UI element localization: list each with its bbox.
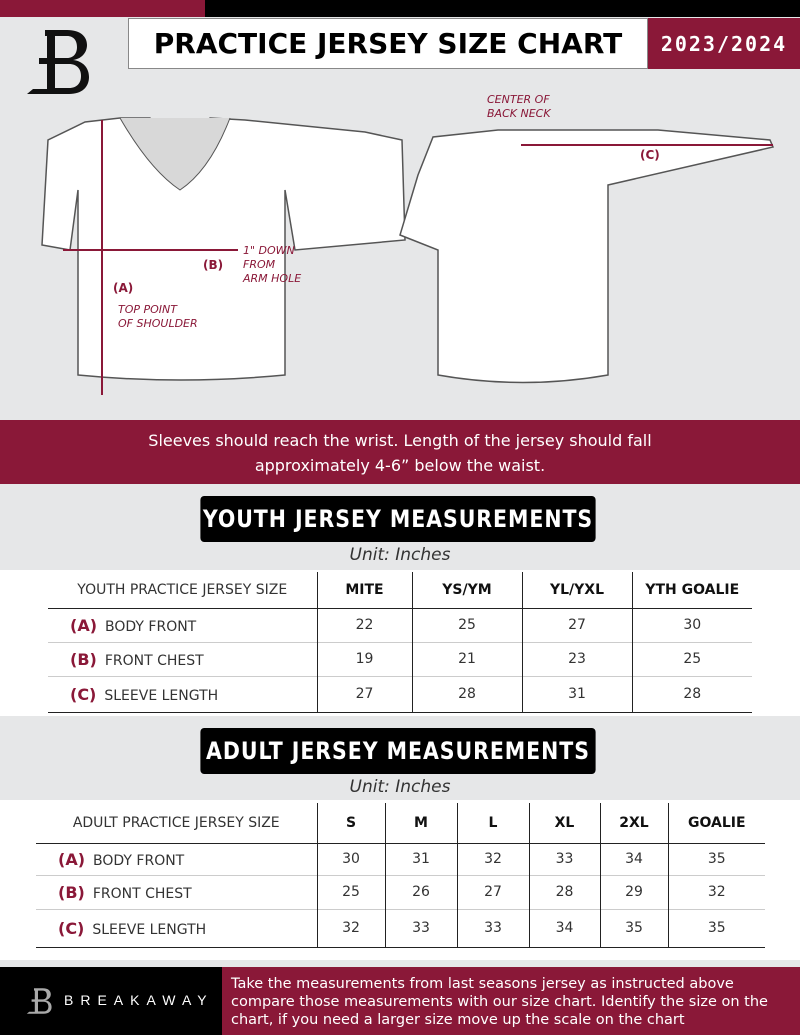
label-b: (B) xyxy=(203,258,224,272)
cell: 27 xyxy=(522,608,632,642)
note-top-point-shoulder: TOP POINT OF SHOULDER xyxy=(118,303,198,330)
cell: 23 xyxy=(522,642,632,676)
row-label: SLEEVE LENGTH xyxy=(92,921,207,938)
season-label: 2023/2024 xyxy=(648,18,800,69)
cell: 34 xyxy=(600,843,668,875)
footer-instructions: Take the measurements from last seasons jersey as instructed above compare those measurements with our size chart. Identify the size on the chart, if you need a larger size move up the scale on the chart xyxy=(222,967,800,1035)
cell: 32 xyxy=(317,909,385,947)
row-label: SLEEVE LENGTH xyxy=(104,687,219,704)
youth-size-table xyxy=(48,572,752,713)
cell: 28 xyxy=(683,686,702,702)
table-row xyxy=(36,843,765,875)
header-cell: M xyxy=(385,803,457,843)
cell: 33 xyxy=(457,909,529,947)
top-accent-bar xyxy=(0,0,205,17)
cell: 28 xyxy=(412,676,522,712)
cell: 32 xyxy=(457,843,529,875)
table-row xyxy=(48,642,752,676)
cell: 25 xyxy=(683,651,702,667)
cell: 32 xyxy=(707,884,726,900)
row-code: (C) xyxy=(70,684,97,704)
footer-brand xyxy=(0,967,222,1035)
header-cell: XL xyxy=(529,803,600,843)
cell: 25 xyxy=(317,875,385,909)
adult-section-title: ADULT JERSEY MEASUREMENTS xyxy=(200,728,595,774)
table-row xyxy=(36,875,765,909)
row-code: (A) xyxy=(58,849,86,869)
header-cell: ADULT PRACTICE JERSEY SIZE xyxy=(36,803,317,843)
banner-line-2: approximately 4-6” below the waist. xyxy=(254,456,546,475)
youth-section-title: YOUTH JERSEY MEASUREMENTS xyxy=(200,496,595,542)
adult-size-table xyxy=(36,803,765,948)
cell: 35 xyxy=(707,920,726,936)
header-cell: YS/YM xyxy=(412,572,522,608)
row-code: (B) xyxy=(58,882,85,902)
cell: 22 xyxy=(317,608,412,642)
page-title: PRACTICE JERSEY SIZE CHART xyxy=(128,18,648,69)
header-cell: 2XL xyxy=(600,803,668,843)
header-cell: L xyxy=(457,803,529,843)
breakaway-small-logo-icon xyxy=(26,983,54,1019)
row-label: FRONT CHEST xyxy=(92,885,192,902)
header-cell: MITE xyxy=(317,572,412,608)
cell: 31 xyxy=(522,676,632,712)
row-code: (B) xyxy=(70,649,97,669)
header-cell: YTH GOALIE xyxy=(645,581,740,598)
cell: 34 xyxy=(529,909,600,947)
top-black-bar xyxy=(205,0,800,17)
cell: 33 xyxy=(385,909,457,947)
header-cell: GOALIE xyxy=(687,814,746,831)
cell: 35 xyxy=(600,909,668,947)
label-c: (C) xyxy=(640,148,660,162)
cell: 27 xyxy=(457,875,529,909)
header-cell: S xyxy=(317,803,385,843)
table-row xyxy=(48,608,752,642)
header-cell: YOUTH PRACTICE JERSEY SIZE xyxy=(48,572,317,608)
cell: 25 xyxy=(412,608,522,642)
cell: 19 xyxy=(317,642,412,676)
breakaway-logo-icon xyxy=(25,28,95,96)
banner-line-1: Sleeves should reach the wrist. Length of the jersey should fall xyxy=(148,431,652,450)
cell: 29 xyxy=(600,875,668,909)
row-code: (A) xyxy=(70,615,98,635)
instruction-banner xyxy=(0,420,800,484)
cell: 30 xyxy=(683,617,702,633)
header-cell: YL/YXL xyxy=(522,572,632,608)
cell: 26 xyxy=(385,875,457,909)
table-row xyxy=(48,676,752,712)
row-code: (C) xyxy=(58,918,85,938)
table-row xyxy=(36,909,765,947)
note-down-arm-hole: 1" DOWN FROM ARM HOLE xyxy=(243,244,302,285)
cell: 33 xyxy=(529,843,600,875)
back-jersey-diagram xyxy=(398,125,778,395)
cell: 31 xyxy=(385,843,457,875)
youth-unit: Unit: Inches xyxy=(349,545,451,565)
cell: 28 xyxy=(529,875,600,909)
row-label: BODY FRONT xyxy=(93,852,185,869)
front-jersey-diagram xyxy=(30,110,410,395)
cell: 27 xyxy=(317,676,412,712)
note-center-back-neck: CENTER OF BACK NECK xyxy=(487,93,551,120)
brand-name: BREAKAWAY xyxy=(64,992,214,1008)
cell: 35 xyxy=(707,851,726,867)
cell: 21 xyxy=(412,642,522,676)
row-label: FRONT CHEST xyxy=(104,652,204,669)
adult-unit: Unit: Inches xyxy=(349,777,451,797)
cell: 30 xyxy=(317,843,385,875)
row-label: BODY FRONT xyxy=(105,618,197,635)
label-a: (A) xyxy=(113,281,134,295)
